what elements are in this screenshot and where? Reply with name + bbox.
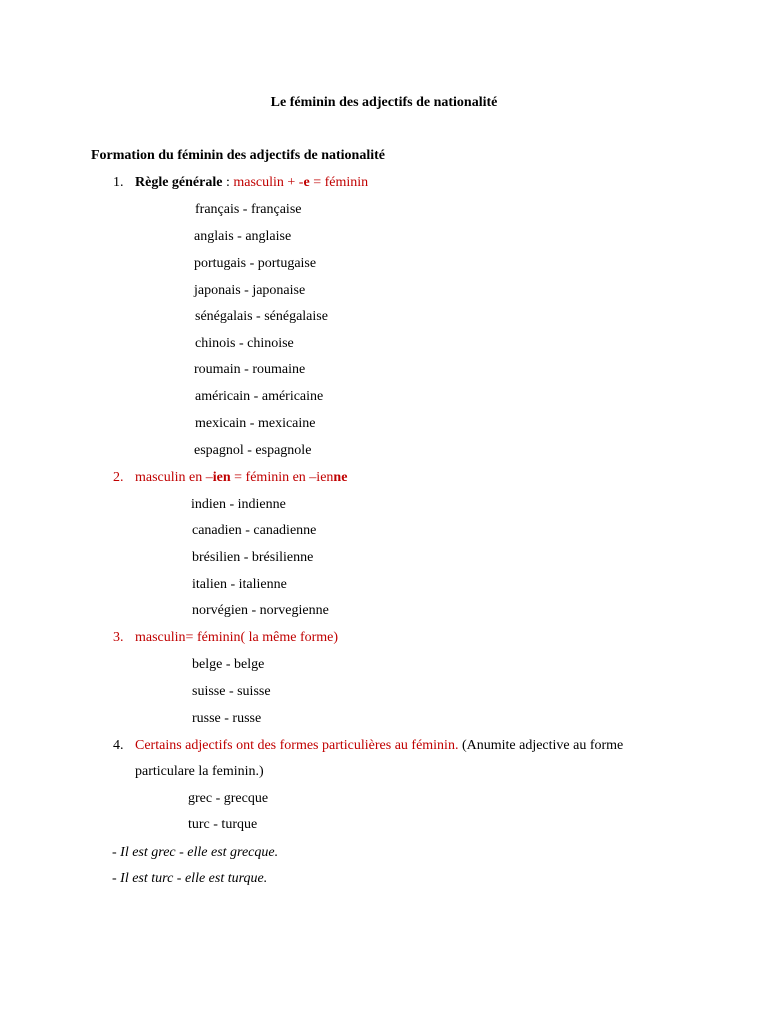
rule-2-pair: canadien - canadienne <box>192 523 317 538</box>
rule-2-text-ien: ien <box>212 470 231 485</box>
rule-4-text <box>135 737 623 755</box>
rule-1-text-e: e <box>303 175 310 190</box>
rule-1-pair: sénégalais - sénégalaise <box>195 309 328 324</box>
rule-1-pair: chinois - chinoise <box>195 336 294 351</box>
rule-1-label: Règle générale <box>135 175 223 190</box>
rule-4-pair: turc - turque <box>188 817 258 832</box>
rule-1-pair: anglais - anglaise <box>194 229 292 244</box>
rule-1-text-b: = féminin <box>309 175 369 190</box>
rule-1-pair: américain - américaine <box>195 389 324 404</box>
rule-1-sep: : <box>222 175 234 190</box>
rule-4-text-continued: particulare la feminin.) <box>135 764 264 779</box>
section-heading: Formation du féminin des adjectifs de nationalité <box>91 148 385 163</box>
rule-4-number: 4. <box>113 738 124 753</box>
rule-3-pair: belge - belge <box>192 657 265 672</box>
rule-2-text <box>135 469 347 487</box>
page-title: Le féminin des adjectifs de nationalité <box>270 95 498 110</box>
rule-1-number: 1. <box>113 175 124 190</box>
rule-4-pair: grec - grecque <box>188 791 269 806</box>
rule-4-text-black: (Anumite adjective au forme <box>458 738 624 753</box>
rule-1-pair: portugais - portugaise <box>194 256 317 271</box>
rule-1-pair: espagnol - espagnole <box>194 443 312 458</box>
rule-2-pair: norvégien - norvegienne <box>192 603 329 618</box>
rule-1-text <box>135 174 368 192</box>
rule-3-pair: suisse - suisse <box>192 684 271 699</box>
rule-2-pair: brésilien - brésilienne <box>192 550 314 565</box>
rule-2-pair: italien - italienne <box>192 577 287 592</box>
rule-3-text: masculin= féminin( la même forme) <box>135 630 339 645</box>
rule-2-text-ne: ne <box>333 470 348 485</box>
rule-4-text-red: Certains adjectifs ont des formes particulières au féminin. <box>135 738 459 753</box>
rule-2-pair: indien - indienne <box>191 497 286 512</box>
rule-3-number: 3. <box>113 630 124 645</box>
rule-2-number: 2. <box>113 470 124 485</box>
rule-3-pair: russe - russe <box>192 711 262 726</box>
rule-1-text-a: masculin + - <box>233 175 304 190</box>
rule-1-pair: mexicain - mexicaine <box>195 416 316 431</box>
rule-2-text-a: masculin en – <box>135 470 213 485</box>
rule-1-pair: roumain - roumaine <box>194 362 306 377</box>
example-line: - Il est turc - elle est turque. <box>112 871 268 886</box>
rule-1-pair: français - française <box>195 202 302 217</box>
example-line: - Il est grec - elle est grecque. <box>112 845 279 860</box>
rule-2-text-b: = féminin en –ien <box>230 470 334 485</box>
rule-1-pair: japonais - japonaise <box>194 283 306 298</box>
